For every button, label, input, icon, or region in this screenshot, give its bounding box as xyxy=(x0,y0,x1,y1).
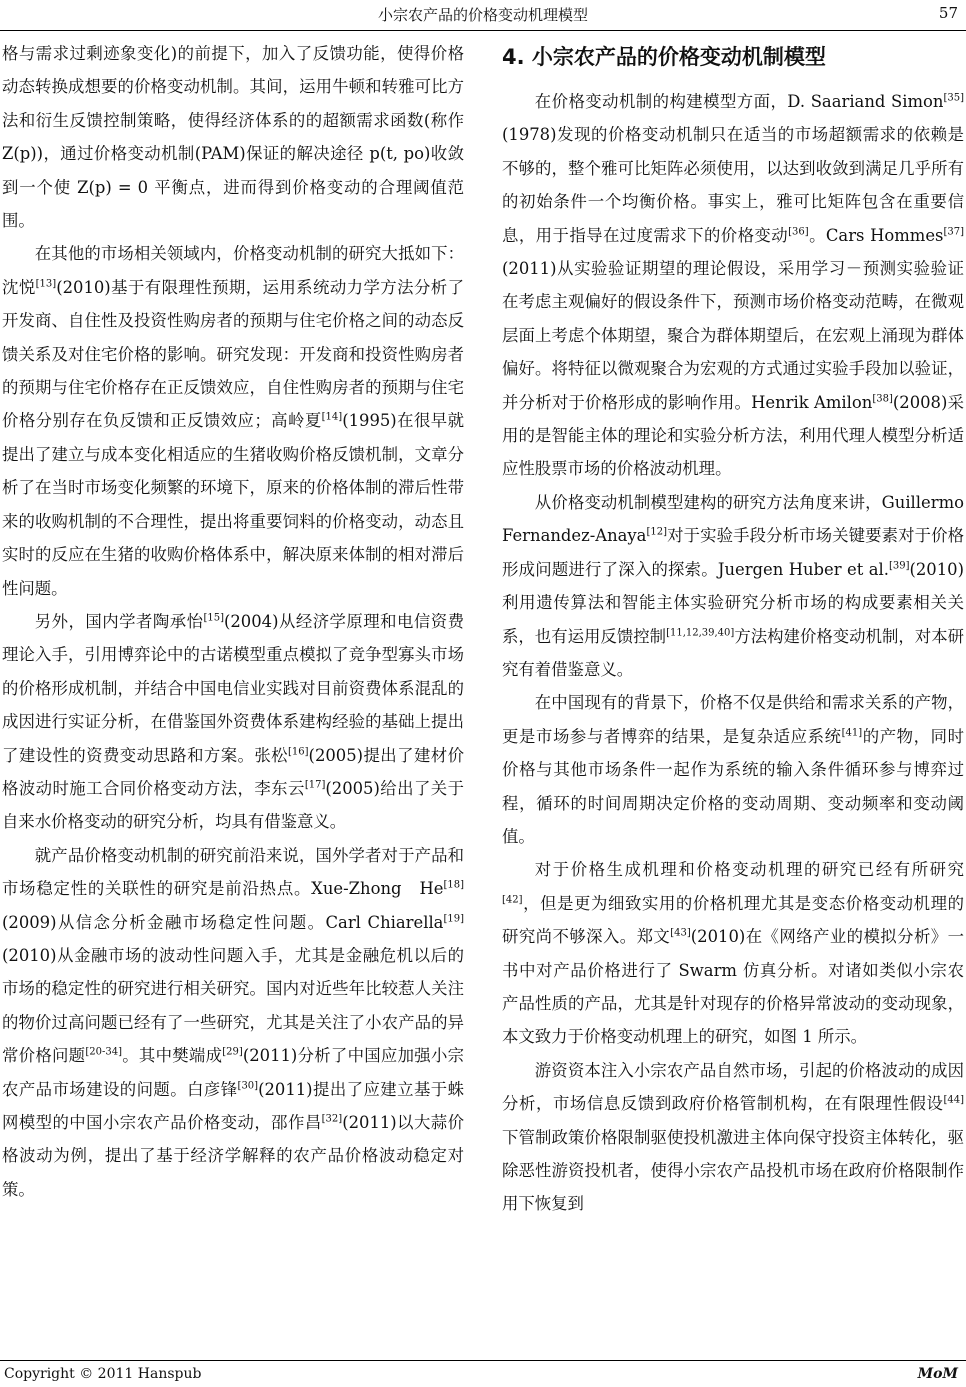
body-paragraph xyxy=(502,85,964,486)
body-paragraph xyxy=(502,1054,964,1221)
citation-ref: [29] xyxy=(222,1046,243,1058)
paragraph-text: (2011)提出了应建立基于蛛网模型的中国小宗农产品价格变动，邵作昌 xyxy=(2,1079,464,1132)
paragraph-text: 方法构建价格变动机制，对本研究有着借鉴意义。 xyxy=(502,626,964,679)
paragraph-text: 下管制政策价格限制驱使投机激进主体向保守投资主体转化，驱除恶性游资投机者，使得小宗农产品投机市场在政府价格限制作用下恢复到 xyxy=(502,1127,964,1214)
citation-ref: [20-34] xyxy=(85,1046,122,1058)
paragraph-text: (2008)采用的是智能主体的理论和实验分析方法，利用代理人模型分析适应性股票市场的价格波动机理。 xyxy=(502,392,964,479)
right-column xyxy=(502,37,964,1221)
left-column xyxy=(2,37,481,1206)
citation-ref: [35] xyxy=(943,92,964,104)
body-paragraph xyxy=(2,237,464,604)
citation-ref: [17] xyxy=(304,779,326,791)
paragraph-text: (2011)分析了中国应加强小宗农产品市场建设的问题。白彦锋 xyxy=(2,1046,464,1099)
citation-ref: [36] xyxy=(788,226,809,238)
paragraph-text: (1978)发现的价格变动机制只在适当的市场超额需求的依赖是不够的，整个雅可比矩阵必须使用，以达到收敛到满足几乎所有的初始条件一个均衡价格。事实上，雅可比矩阵包含在重要信息，用于指导在过度需求下的价格变动 xyxy=(502,125,964,245)
paragraph-text: 从价格变动机制模型建构的研究方法角度来讲，Guillermo Fernandez-Anaya xyxy=(502,492,964,546)
paragraph-text: 在其他的市场相关领域内，价格变动机制的研究大抵如下：沈悦 xyxy=(2,244,464,297)
copyright-notice: Copyright © 2011 Hanspub xyxy=(4,1366,202,1382)
citation-ref: [11,12,39,40] xyxy=(666,627,735,639)
paragraph-text: 。Cars Hommes xyxy=(808,225,944,245)
page-header xyxy=(0,0,966,31)
citation-ref: [38] xyxy=(872,393,893,405)
journal-abbreviation: MoM xyxy=(917,1366,958,1382)
paragraph-text: (2004)从经济学原理和电信资费理论入手，引用博弈论中的古诺模型重点模拟了竞争型寡头市场的价格形成机制，并结合中国电信业实践对目前资费体系混乱的成因进行实证分析，在借鉴国外资费体系建构经验的基础上提出了建设性的资费变动思路和方案。张松 xyxy=(2,611,464,765)
citation-ref: [39] xyxy=(888,560,910,572)
page-footer xyxy=(0,1360,966,1387)
citation-ref: [42] xyxy=(502,894,523,906)
paragraph-text: (2009)从信念分析金融市场稳定性问题。Carl Chiarella xyxy=(2,912,444,932)
citation-ref: [43] xyxy=(670,927,691,939)
running-title: 小宗农产品的价格变动机理模型 xyxy=(377,6,588,24)
paragraph-text: 另外，国内学者陶承怡 xyxy=(34,611,204,631)
citation-ref: [16] xyxy=(288,746,309,758)
paragraph-text: (2010)基于有限理性预期，运用系统动力学方法分析了开发商、自住性及投资性购房者的预期与住宅价格之间的动态反馈关系及对住宅价格的影响。研究发现：开发商和投资性购房者的预期与住宅价格存在正反馈效应，自住性购房者的预期与住宅价格分别存在负反馈和正反馈效应；高岭夏 xyxy=(2,277,464,431)
paragraph-text: 格与需求过剩迹象变化)的前提下，加入了反馈功能，使得价格动态转换成想要的价格变动机制。其间，运用牛顿和转雅可比方法和衍生反馈控制策略，使得经济体系的的超额需求函数(称作 Z(p))，通过价格变动机制(PAM)保证的解决途径 p(t, po)收敛到一个使 Z(p) = 0 平衡点，进而得到价格变动的合理阈值范围。 xyxy=(2,44,481,231)
citation-ref: [37] xyxy=(943,226,964,238)
citation-ref: [30] xyxy=(237,1080,259,1092)
body-paragraph xyxy=(502,486,964,686)
paragraph-text: 。其中樊端成 xyxy=(121,1046,223,1066)
paragraph-text: 的产物，同时价格与其他市场条件一起作为系统的输入条件循环参与博弈过程，循环的时间周期决定价格的变动周期、变动频率和变动阈值。 xyxy=(502,726,965,846)
citation-ref: [15] xyxy=(203,612,224,624)
body-paragraph xyxy=(502,853,964,1053)
body-paragraph xyxy=(502,686,964,853)
paragraph-text: 游资资本注入小宗农产品自然市场，引起的价格波动的成因分析，市场信息反馈到政府价格管制机构，在有限理性假设 xyxy=(502,1060,964,1114)
body-paragraph xyxy=(2,605,464,839)
paragraph-text: (2005)提出了建材价格波动时施工合同价格变动方法，李东云 xyxy=(2,745,464,798)
citation-ref: [12] xyxy=(646,526,667,538)
paragraph-text: (2010)利用遗传算法和智能主体实验研究分析市场的构成要素相关关系，也有运用反馈控制 xyxy=(502,559,964,646)
citation-ref: [13] xyxy=(35,278,57,290)
citation-ref: [44] xyxy=(943,1094,964,1106)
citation-ref: [32] xyxy=(321,1113,343,1125)
paragraph-text: 在价格变动机制的构建模型方面，D. Saariand Simon xyxy=(534,92,944,111)
paragraph-text: 对于价格生成机理和价格变动机理的研究已经有所研究 xyxy=(534,860,964,880)
paragraph-text: (2005)给出了关于自来水价格变动的研究分析，均具有借鉴意义。 xyxy=(2,778,464,832)
paragraph-text: 在中国现有的背景下，价格不仅是供给和需求关系的产物，更是市场参与者博弈的结果，是复杂适应系统 xyxy=(502,693,964,746)
paragraph-text: (2011)以大蒜价格波动为例，提出了基于经济学解释的农产品价格波动稳定对策。 xyxy=(2,1113,464,1199)
paragraph-text: 对于实验手段分析市场关键要素对于价格形成问题进行了深入的探索。Juergen Huber et al. xyxy=(502,526,964,579)
paragraph-text: (1995)在很早就提出了建立与成本变化相适应的生猪收购价格反馈机制，文章分析了在当时市场变化频繁的环境下，原来的价格体制的滞后性带来的收购机制的不合理性，提出将重要饲料的价格变动，动态且实时的反应在生猪的收购价格体系中，解决原来体制的相对滞后性问题。 xyxy=(2,411,464,598)
body-paragraph xyxy=(2,839,464,1206)
citation-ref: [19] xyxy=(443,913,464,925)
paragraph-text: 就产品价格变动机制的研究前沿来说，国外学者对于产品和市场稳定性的关联性的研究是前沿热点。Xue-Zhong He xyxy=(2,845,464,899)
paragraph-text: (2011)从实验验证期望的理论假设，采用学习－预测实验验证在考虑主观偏好的假设条件下，预测市场价格变动范畴，在微观层面上考虑个体期望，聚合为群体期望后，在宏观上涌现为群体偏好。将特征以微观聚合为宏观的方式通过实验手段加以验证，并分析对于价格形成的影响作用。Henrik Amilon xyxy=(502,259,964,412)
citation-ref: [41] xyxy=(841,727,863,739)
section-heading: 4. 小宗农产品的价格变动机制模型 xyxy=(502,45,826,69)
citation-ref: [14] xyxy=(321,412,343,423)
paragraph-text: ，但是更为细致实用的价格机理尤其是变态价格变动机理的研究尚不够深入。郑文 xyxy=(502,893,964,947)
paragraph-text: (2010)从金融市场的波动性问题入手，尤其是金融危机以后的市场的稳定性的研究进行相关研究。国内对近些年比较惹人关注的物价过高问题已经有了一些研究，尤其是关注了小农产品的异常价格问题 xyxy=(2,945,464,1066)
citation-ref: [18] xyxy=(443,879,464,891)
page-number: 57 xyxy=(938,4,958,22)
paragraph-text: (2010)在《网络产业的模拟分析》一书中对产品价格进行了 Swarm 仿真分析。对诸如类似小宗农产品性质的产品，尤其是针对现存的价格异常波动的变动现象，本文致力于价格变动机理上的研究，如图 1 所示。 xyxy=(502,927,964,1047)
body-paragraph xyxy=(2,37,481,237)
